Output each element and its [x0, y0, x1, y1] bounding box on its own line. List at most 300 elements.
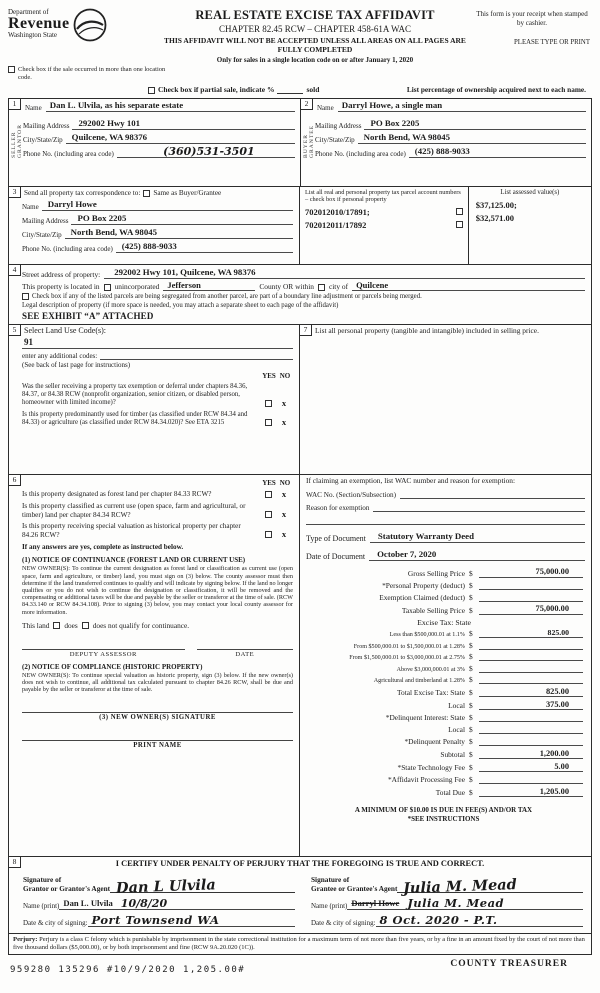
seller-vertical-text: SELLER: [10, 131, 17, 158]
seller-phone-label: Phone No. (including area code): [23, 150, 114, 158]
question-text: Is this property receiving special valuation as historical property per chapter 84.26 RCW?: [22, 522, 241, 539]
header: [8, 8, 592, 64]
tax-label: *Personal Property (deduct): [382, 580, 465, 590]
does-label: does: [64, 620, 78, 630]
section-4-number: 4: [9, 265, 21, 276]
tax-label: Local: [448, 701, 465, 711]
buyer-name-label: Name: [317, 104, 334, 112]
tax-value: [479, 676, 583, 684]
tax-row-exemption-claimed: [304, 592, 583, 602]
minimum-due-note: [304, 806, 583, 823]
section-3: [9, 187, 591, 265]
signature-of-text: Signature of: [23, 875, 62, 885]
tax-label: Exemption Claimed (deduct): [379, 592, 465, 602]
sold-label: sold: [306, 85, 320, 94]
grantor-date-city-field: [23, 915, 295, 927]
right-column: [300, 325, 591, 856]
county-value: Jefferson: [163, 280, 255, 291]
tax-value: 5.00: [479, 762, 583, 773]
type-or-print-note: PLEASE TYPE OR PRINT: [514, 39, 590, 46]
tax-computation-table: [300, 563, 591, 824]
tax-label: Excise Tax: State: [417, 617, 471, 627]
tax-row-delinquent-interest-state: [304, 713, 583, 723]
tax-value: [479, 737, 583, 747]
parcel-number-1: 702012010/17891;: [305, 206, 370, 217]
buyer-phone-value: (425) 888-9033: [409, 146, 586, 158]
tax-value: [479, 642, 583, 650]
tax-label: From $500,000.01 to $1,500,000.01 at 1.28%: [353, 643, 465, 650]
assessed-values-header: List assessed value(s): [500, 189, 560, 196]
buyer-city-value: North Bend, WA 98045: [358, 132, 586, 144]
form-title: REAL ESTATE EXCISE TAX AFFIDAVIT: [195, 8, 435, 22]
grantee-printed-name-struck: Darryl Howe: [351, 898, 400, 908]
yes-header: YES: [262, 372, 276, 380]
notice-continuance-body: NEW OWNER(S): To continue the current designation as forest land or classification as current use (open space, farm and agriculture, or timber) land, you must sign on (3) below. The county assessor must then determine if the land transferred continues to qualify and will indicate by signing below. If the land no longer qualifies or you do not wish to continue the designation or classification, it will be removed and the compensating or additional taxes will be due and payable by the seller or transferor at the time of sale. (RCW 84.33.140 or RCW 84.34.108). Prior to signing (3) below, you may contact your local county assessor for more information.: [22, 565, 293, 616]
correspondence-address-field: [22, 211, 293, 225]
county-or-within-label: County OR within: [259, 282, 314, 291]
signature-of-text: Signature of: [311, 875, 350, 885]
section-2-buyer: [300, 99, 591, 186]
multi-location-checkbox: [8, 66, 15, 73]
tax-value: [479, 713, 583, 723]
yes-checkbox: [265, 511, 272, 518]
correspondence-city-label: City/State/Zip: [22, 231, 62, 239]
grantee-signature-line: [397, 871, 583, 897]
seller-city-value: Quilcene, WA 98376: [66, 132, 295, 144]
yes-no-header: [22, 479, 293, 487]
this-land-label: This land: [22, 620, 50, 630]
buyer-name-value: Darryl Howe, a single man: [338, 100, 586, 112]
additional-codes-field: [22, 351, 293, 360]
section-1-seller: [9, 99, 300, 186]
correspondence-city-field: [22, 225, 293, 239]
dollar-sign: $: [469, 775, 473, 785]
seller-city-field: [23, 130, 295, 144]
tax-label: Agricultural and timberland at 1.28%: [373, 678, 465, 685]
dollar-sign: $: [469, 701, 473, 711]
grantee-vertical-text: GRANTEE: [308, 124, 315, 158]
document-date-label: Date of Document: [306, 551, 366, 561]
buyer-mailing-address-field: [315, 116, 586, 130]
grantee-handwritten-signature: Julia M. Mead: [403, 876, 518, 897]
washington-state-text: Washington State: [8, 31, 58, 39]
question-text: Was the seller receiving a property tax exemption or deferral under chapters 84.36, 84.37, or 84.38 RCW (nonprofit organization, senior citizen, or disabled person, homeowner with limited income)?: [22, 383, 248, 407]
personal-property-checkbox-1: [456, 208, 463, 215]
segregated-label: Check box if any of the listed parcels are being segregated from another parcel, are part of a boundary line adjustment or parcels being merged.: [32, 293, 422, 300]
seller-side-label: [10, 116, 23, 158]
tax-value: 75,000.00: [479, 567, 583, 578]
tax-label: *Delinquent Interest: State: [385, 713, 465, 723]
seller-name-value: Dan L. Ulvila, as his separate estate: [46, 100, 295, 112]
tax-value: [479, 653, 583, 661]
tax-row-local: [304, 700, 583, 711]
does-not-label: does not qualify for continuance.: [92, 620, 190, 630]
parcel-row: [305, 207, 463, 217]
multi-location-label: Check box if the sale occurred in more than one location code.: [18, 66, 166, 81]
only-for-line: Only for sales in a single location code on or after January 1, 2020: [216, 56, 414, 64]
tax-value: 75,000.00: [479, 604, 583, 615]
legal-description-value: SEE EXHIBIT “A” ATTACHED: [22, 311, 154, 321]
dollar-sign: $: [469, 725, 473, 735]
parcel-row: [305, 220, 463, 230]
certify-statement: I CERTIFY UNDER PENALTY OF PERJURY THAT THE FOREGOING IS TRUE AND CORRECT.: [115, 859, 485, 868]
parcel-number-2: 702012011/17892: [305, 219, 367, 230]
dollar-sign: $: [469, 592, 473, 602]
seller-mailing-address-field: [23, 116, 295, 130]
tax-row-rate-1-1: [304, 629, 583, 638]
legal-description-label: Legal description of property (if more space is needed, you may attach a separate sheet to each page of the affidavit): [22, 302, 339, 309]
page-footer: [8, 959, 592, 975]
notice-compliance-body: NEW OWNER(S): To continue special valuation as historic property, sign (3) below. If the new owner(s) does not wish to continue, all additional tax calculated pursuant to chapter 84.26 RCW, shall be due and payable by the seller or transferor at the time of sale.: [22, 671, 293, 694]
buyer-city-field: [315, 130, 586, 144]
same-as-buyer-label: Same as Buyer/Grantee: [153, 189, 222, 197]
main-columns: [9, 325, 591, 857]
section-5: [9, 325, 299, 475]
document-date-value: October 7, 2020: [369, 549, 585, 561]
reason-for-exemption-label: Reason for exemption: [306, 503, 370, 512]
multi-location-option: [8, 66, 168, 81]
dollar-sign: $: [469, 629, 473, 639]
date-line: [197, 646, 293, 650]
print-name-line: [22, 737, 293, 741]
document-type-label: Type of Document: [306, 533, 366, 543]
seller-mailing-address-value: 292002 Hwy 101: [72, 118, 295, 130]
buyer-side-label: [302, 116, 315, 158]
grantee-date-city-field: [311, 915, 583, 927]
correspondence-name-field: [22, 197, 293, 211]
notice-continuance-title: (1) NOTICE OF CONTINUANCE (FOREST LAND OR CURRENT USE): [22, 556, 246, 565]
date-city-label: Date & city of signing:: [311, 919, 376, 927]
question-text: Is this property predominantly used for timber (as classified under RCW 84.34 and 84.33) or agriculture (as classified under RCW 84.34.020)? See ETA 3215: [22, 410, 248, 426]
seller-phone-field: [23, 144, 295, 158]
grantee-date-city-value: 8 Oct. 2020 - P.T.: [379, 913, 498, 927]
dollar-sign: $: [469, 652, 473, 662]
tax-value: [479, 775, 583, 785]
partial-sale-row: [8, 85, 592, 94]
dollar-sign: $: [469, 688, 473, 698]
receipt-note: This form is your receipt when stamped by cashier.: [476, 10, 588, 27]
tax-value: [479, 592, 583, 602]
new-owner-signature-caption: (3) NEW OWNER(S) SIGNATURE: [99, 714, 216, 722]
assessed-value-1: $37,125.00;: [475, 199, 517, 210]
buyer-city-label: City/State/Zip: [315, 136, 355, 144]
tax-row-total-due: [304, 787, 583, 798]
does-checkbox: [53, 622, 60, 629]
correspondence-address-value: PO Box 2205: [71, 213, 293, 225]
correspondence-phone-value: (425) 888-9033: [116, 241, 293, 253]
unincorporated-checkbox: [104, 284, 111, 291]
dollar-sign: $: [469, 788, 473, 798]
tax-row-rate-1-28: [304, 641, 583, 650]
percent-blank-line: [277, 87, 303, 94]
yes-checkbox: [265, 400, 272, 407]
personal-property-checkbox-2: [456, 221, 463, 228]
name-print-label: Name (print): [23, 902, 60, 910]
document-type-value: Statutory Warranty Deed: [370, 531, 585, 543]
tax-value: 825.00: [479, 629, 583, 638]
revenue-swirl-icon: [73, 8, 107, 42]
tax-row-rate-2-75: [304, 652, 583, 661]
yes-checkbox: [265, 531, 272, 538]
yes-checkbox: [265, 491, 272, 498]
perjury-notice: [9, 934, 591, 954]
timber-agriculture-question: [22, 411, 293, 427]
assessed-values-block: [469, 187, 591, 264]
perjury-label: Perjury:: [13, 936, 38, 943]
no-answer-x: x: [281, 489, 287, 499]
tax-row-delinquent-interest-local: [304, 725, 583, 735]
dollar-sign: $: [469, 750, 473, 760]
deputy-assessor-signature-line: [22, 646, 185, 650]
tax-row-personal-property-deduct: [304, 580, 583, 590]
reason-extra-blank-line: [306, 514, 585, 525]
new-owner-signature-line: [22, 709, 293, 713]
section-7: [300, 325, 591, 475]
tax-row-delinquent-penalty: [304, 737, 583, 747]
city-value: Quilcene: [352, 280, 585, 291]
parties-row: [9, 99, 591, 187]
reason-for-exemption-field: [306, 503, 585, 512]
tax-label: Total Due: [435, 788, 465, 798]
grantor-name-print-field: [23, 898, 295, 910]
correspondence-name-label: Name: [22, 203, 39, 211]
buyer-mailing-address-value: PO Box 2205: [364, 118, 586, 130]
receipt-note-block: [472, 8, 592, 48]
correspondence-phone-label: Phone No. (including area code): [22, 245, 113, 253]
buyer-phone-field: [315, 144, 586, 158]
no-header: NO: [279, 372, 291, 380]
exemption-claim-label: If claiming an exemption, list WAC number and reason for exemption:: [306, 476, 516, 485]
tax-label: *State Technology Fee: [397, 763, 465, 773]
chapter-line: CHAPTER 82.45 RCW – CHAPTER 458-61A WAC: [219, 24, 411, 34]
dollar-sign: $: [469, 737, 473, 747]
deputy-assessor-row: [22, 646, 293, 658]
tax-label: Gross Selling Price: [407, 568, 465, 578]
correspondence-address-label: Mailing Address: [22, 217, 69, 225]
notice-compliance-title: (2) NOTICE OF COMPLIANCE (HISTORIC PROPERTY): [22, 662, 203, 671]
partial-sale-option: [148, 85, 319, 94]
buyer-name-field: [314, 99, 591, 112]
tax-label: Less than $500,000.01 at 1.1%: [389, 632, 465, 639]
dollar-sign: $: [469, 640, 473, 650]
seller-city-label: City/State/Zip: [23, 136, 63, 144]
tax-value: [479, 665, 583, 673]
question-text: Is this property designated as forest land per chapter 84.33 RCW?: [22, 490, 212, 498]
grantee-name-print-field: [311, 898, 583, 910]
located-in-label: This property is located in: [22, 282, 100, 291]
qualify-for-continuance-row: [22, 621, 293, 630]
seller-phone-value: (360)531-3501: [117, 146, 295, 158]
forest-land-question: [22, 490, 293, 499]
land-use-label: Select Land Use Code(s):: [24, 326, 106, 335]
tax-value: [479, 725, 583, 735]
section-4: [9, 265, 591, 325]
seller-name-label: Name: [25, 104, 42, 112]
date-caption: DATE: [235, 650, 255, 658]
document-date-field: [306, 549, 585, 561]
seller-mailing-address-label: Mailing Address: [23, 122, 70, 130]
same-as-buyer-checkbox: [143, 190, 150, 197]
wac-number-field: [306, 490, 585, 499]
tax-label: Local: [448, 725, 465, 735]
document-type-field: [306, 531, 585, 543]
tax-row-affidavit-processing-fee: [304, 775, 583, 785]
buyer-mailing-address-label: Mailing Address: [315, 122, 362, 130]
grantor-signature-line: [110, 871, 295, 897]
section-6-number: 6: [9, 475, 21, 486]
dollar-sign: $: [469, 605, 473, 615]
current-use-question: [22, 502, 293, 519]
buyer-vertical-text: BUYER: [302, 134, 309, 158]
grantee-signature-label: [311, 876, 397, 893]
unincorporated-label: unincorporated: [114, 282, 160, 291]
dept-revenue-logo: [8, 8, 158, 42]
no-answer-x: x: [281, 417, 287, 428]
pre-form-options: [8, 66, 592, 94]
send-correspondence-row: [22, 188, 293, 197]
personal-property-label: List all personal property (tangible and intangible) included in selling price.: [315, 326, 539, 335]
wac-number-blank: [400, 490, 585, 499]
tax-row-state-technology-fee: [304, 762, 583, 773]
assessed-value-2: $32,571.00: [475, 212, 515, 223]
perjury-text: Perjury is a class C felony which is punishable by imprisonment in the state correctional institution for a maximum term of not more than five years, or by a fine in an amount fixed by the court of not more than five thousand dollars ($5,000.00), or by both imprisonment and fine (RCW 9A.20.020 (1C)).: [13, 936, 585, 951]
minimum-due-text: A MINIMUM OF $10.00 IS DUE IN FEE(S) AND/OR TAX: [354, 806, 533, 815]
land-use-code-value: 91: [22, 337, 293, 349]
parcel-numbers-header: List all real and personal property tax parcel account numbers – check box if personal property: [305, 189, 461, 204]
dollar-sign: $: [469, 580, 473, 590]
county-treasurer-label: COUNTY TREASURER: [450, 959, 568, 969]
dollar-sign: $: [469, 568, 473, 578]
deputy-assessor-caption: DEPUTY ASSESSOR: [69, 650, 137, 658]
grantor-signature-column: [23, 871, 295, 927]
tax-row-gross-selling-price: [304, 567, 583, 578]
tax-row-subtotal: [304, 749, 583, 760]
dollar-sign: $: [469, 675, 473, 685]
correspondence-city-value: North Bend, WA 98045: [65, 227, 293, 239]
department-of-text: Department of: [8, 8, 49, 16]
dollar-sign: $: [469, 663, 473, 673]
street-address-value: 292002 Hwy 101, Quilcene, WA 98376: [104, 267, 585, 279]
parcel-numbers-block: [300, 187, 469, 264]
additional-codes-label: enter any additional codes:: [22, 352, 98, 360]
answers-yes-note: If any answers are yes, complete as instructed below.: [22, 543, 184, 552]
tax-correspondence-block: [9, 187, 300, 264]
section-6: [9, 475, 299, 856]
left-column: [9, 325, 300, 856]
seller-name-field: [22, 99, 300, 112]
print-name-caption: PRINT NAME: [133, 742, 182, 750]
dollar-sign: $: [469, 713, 473, 723]
section-2-number: 2: [301, 99, 313, 110]
tax-label: *Affidavit Processing Fee: [387, 775, 465, 785]
city-of-label: city of: [328, 282, 349, 291]
partial-sale-checkbox: [148, 87, 155, 94]
grantor-vertical-text: GRANTOR: [16, 124, 23, 158]
tax-label: Taxable Selling Price: [401, 605, 465, 615]
exemption-block: [300, 475, 591, 561]
yes-checkbox: [265, 419, 272, 426]
tax-value: 375.00: [479, 700, 583, 711]
tax-value: 1,200.00: [479, 749, 583, 760]
send-correspondence-label: Send all property tax correspondence to:: [24, 189, 141, 197]
buyer-phone-label: Phone No. (including area code): [315, 150, 406, 158]
revenue-text: Revenue: [8, 15, 70, 32]
date-city-label: Date & city of signing:: [23, 919, 88, 927]
grantor-handwritten-signature: Dan L Ulvila: [115, 876, 217, 897]
no-header: NO: [279, 479, 291, 487]
additional-codes-blank: [100, 351, 293, 360]
correspondence-name-value: Darryl Howe: [42, 199, 293, 211]
see-instructions-text: *SEE INSTRUCTIONS: [407, 814, 480, 823]
ownership-note: List percentage of ownership acquired next to each name.: [406, 85, 586, 94]
partial-sale-label: Check box if partial sale, indicate %: [158, 85, 275, 94]
no-answer-x: x: [281, 397, 287, 408]
street-address-field: [22, 267, 585, 279]
tax-value: 825.00: [479, 687, 583, 698]
grantor-signature-label: [23, 876, 110, 893]
correspondence-phone-field: [22, 239, 293, 253]
section-5-number: 5: [9, 325, 21, 336]
section-3-number: 3: [9, 187, 21, 198]
grantee-handwritten-name: Julia M. Mead: [407, 896, 505, 910]
tax-row-rate-3: [304, 664, 583, 673]
wac-number-label: WAC No. (Section/Subsection): [306, 490, 397, 499]
tax-row-total-excise-state: [304, 687, 583, 698]
no-answer-x: x: [281, 509, 287, 520]
grantor-printed-name: Dan L. Ulvila: [63, 898, 113, 908]
tax-label: Total Excise Tax: State: [397, 688, 465, 698]
yes-header: YES: [262, 479, 276, 487]
name-print-label: Name (print): [311, 902, 348, 910]
no-answer-x: x: [281, 529, 287, 540]
yes-no-header: [22, 372, 293, 380]
property-location-row: [22, 280, 585, 291]
new-owner-signature-block: [22, 709, 293, 721]
dollar-sign: $: [469, 763, 473, 773]
logo-text: [8, 8, 69, 39]
reason-blank: [373, 503, 585, 512]
tax-value: 1,205.00: [479, 787, 583, 798]
section-8-number: 8: [9, 857, 21, 868]
tax-label: Subtotal: [440, 750, 465, 760]
section-8: [9, 857, 591, 934]
tax-row-excise-tax-state-header: [304, 618, 583, 627]
grantor-agent-text: Grantor or Grantor's Agent: [23, 883, 111, 893]
historical-property-question: [22, 522, 293, 539]
cashier-stamp: 959280 135296 #10/9/2020 1,205.00#: [10, 965, 246, 975]
warning-line: THIS AFFIDAVIT WILL NOT BE ACCEPTED UNLESS ALL AREAS ON ALL PAGES ARE FULLY COMPLETED: [164, 36, 466, 54]
tax-label: From $1,500,000.01 to $3,000,000.01 at 2.75%: [349, 655, 465, 662]
tax-row-taxable-selling-price: [304, 604, 583, 615]
tax-value: [479, 580, 583, 590]
tax-row-agricultural-timberland: [304, 675, 583, 684]
street-address-label: Street address of property:: [22, 270, 101, 279]
see-back-note: (See back of last page for instructions): [22, 361, 131, 369]
grantor-handwritten-date: 10/8/20: [120, 897, 168, 910]
grantee-signature-column: [311, 871, 583, 927]
tax-label: *Delinquent Penalty: [404, 737, 465, 747]
segregated-checkbox: [22, 293, 29, 300]
section-7-number: 7: [300, 325, 312, 336]
exemption-deferral-question: [22, 383, 293, 408]
print-name-block: [22, 737, 293, 749]
grantee-agent-text: Grantee or Grantee's Agent: [311, 883, 398, 893]
city-of-checkbox: [318, 284, 325, 291]
section-1-number: 1: [9, 99, 21, 110]
does-not-checkbox: [82, 622, 89, 629]
question-text: Is this property classified as current use (open space, farm and agricultural, or timber) land per chapter 84.34 RCW?: [22, 502, 246, 519]
title-block: [158, 8, 472, 64]
